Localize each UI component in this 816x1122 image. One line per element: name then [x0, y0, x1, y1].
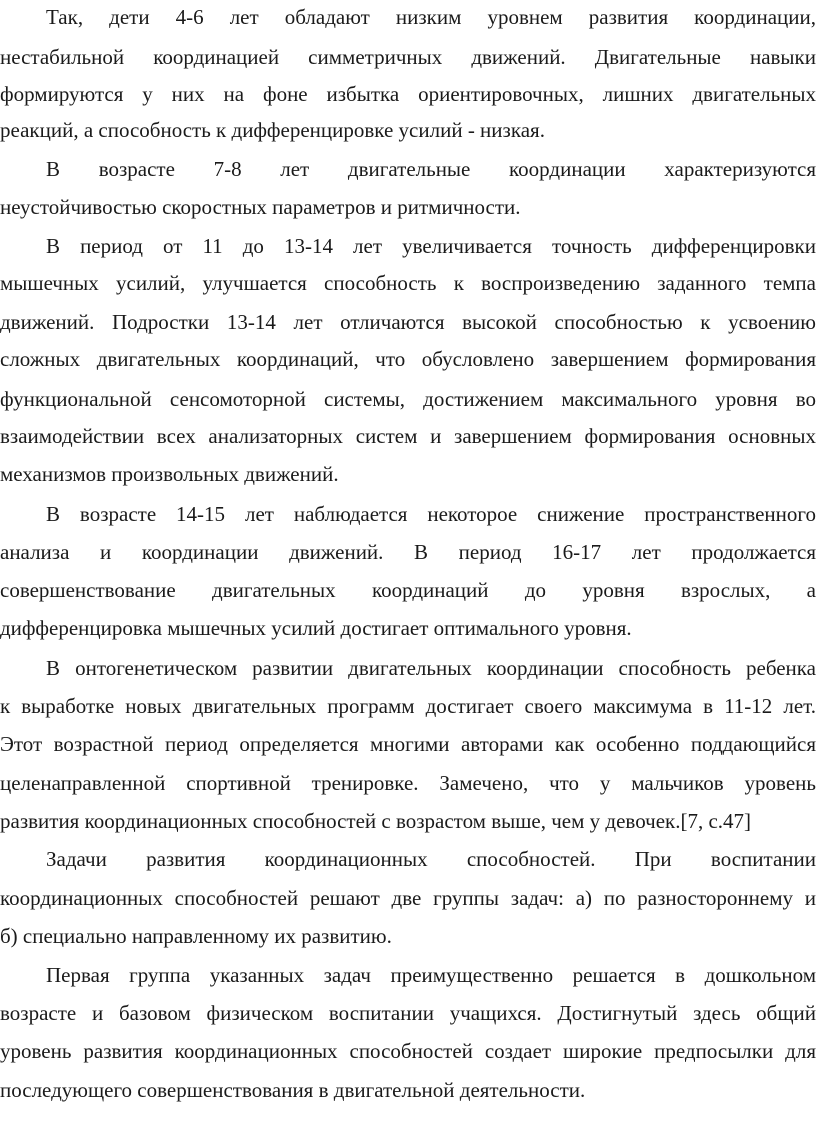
- text-line: мышечных усилий, улучшается способность к воспроизведению заданного темпа: [0, 271, 816, 295]
- text-line: дифференцировка мышечных усилий достигает оптимального уровня.: [0, 616, 632, 640]
- text-line: Задачи развития координационных способностей. При воспитании: [46, 847, 816, 871]
- text-line: В онтогенетическом развитии двигательных координации способность ребенка: [46, 656, 816, 680]
- text-line: развития координационных способностей с возрастом выше, чем у девочек.[7, с.47]: [0, 809, 752, 833]
- text-line: движений. Подростки 13-14 лет отличаются высокой способностью к усвоению: [0, 310, 816, 334]
- text-line: В период от 11 до 13-14 лет увеличивается точность дифференцировки: [46, 234, 816, 258]
- text-line: взаимодействии всех анализаторных систем и завершением формирования основных: [0, 424, 816, 448]
- text-line: В возрасте 14-15 лет наблюдается некоторое снижение пространственного: [46, 502, 816, 526]
- text-line: целенаправленной спортивной тренировке. Замечено, что у мальчиков уровень: [0, 771, 816, 795]
- text-line: реакций, а способность к дифференцировке усилий - низкая.: [0, 118, 545, 142]
- text-line: функциональной сенсомоторной системы, достижением максимального уровня во: [0, 387, 816, 411]
- text-line: последующего совершенствования в двигательной деятельности.: [0, 1078, 586, 1102]
- text-line: координационных способностей решают две группы задач: а) по разностороннему и: [0, 886, 816, 910]
- text-line: сложных двигательных координаций, что обусловлено завершением формирования: [0, 347, 816, 371]
- text-line: совершенствование двигательных координаций до уровня взрослых, а: [0, 578, 816, 602]
- text-line: б) специально направленному их развитию.: [0, 924, 392, 948]
- text-line: неустойчивостью скоростных параметров и ритмичности.: [0, 195, 521, 219]
- text-line: Этот возрастной период определяется многими авторами как особенно поддающийся: [0, 732, 816, 756]
- text-line: анализа и координации движений. В период 16-17 лет продолжается: [0, 540, 816, 564]
- text-line: возрасте и базовом физическом воспитании учащихся. Достигнутый здесь общий: [0, 1001, 816, 1025]
- text-line: В возрасте 7-8 лет двигательные координации характеризуются: [46, 157, 816, 181]
- text-line: нестабильной координацией симметричных движений. Двигательные навыки: [0, 45, 816, 69]
- text-line: уровень развития координационных способностей создает широкие предпосылки для: [0, 1039, 816, 1063]
- text-line: Первая группа указанных задач преимущественно решается в дошкольном: [46, 963, 816, 987]
- text-line: механизмов произвольных движений.: [0, 462, 339, 486]
- text-line: к выработке новых двигательных программ достигает своего максимума в 11-12 лет.: [0, 694, 816, 718]
- text-line: формируются у них на фоне избытка ориентировочных, лишних двигательных: [0, 82, 816, 106]
- text-line: Так, дети 4-6 лет обладают низким уровнем развития координации,: [46, 5, 816, 29]
